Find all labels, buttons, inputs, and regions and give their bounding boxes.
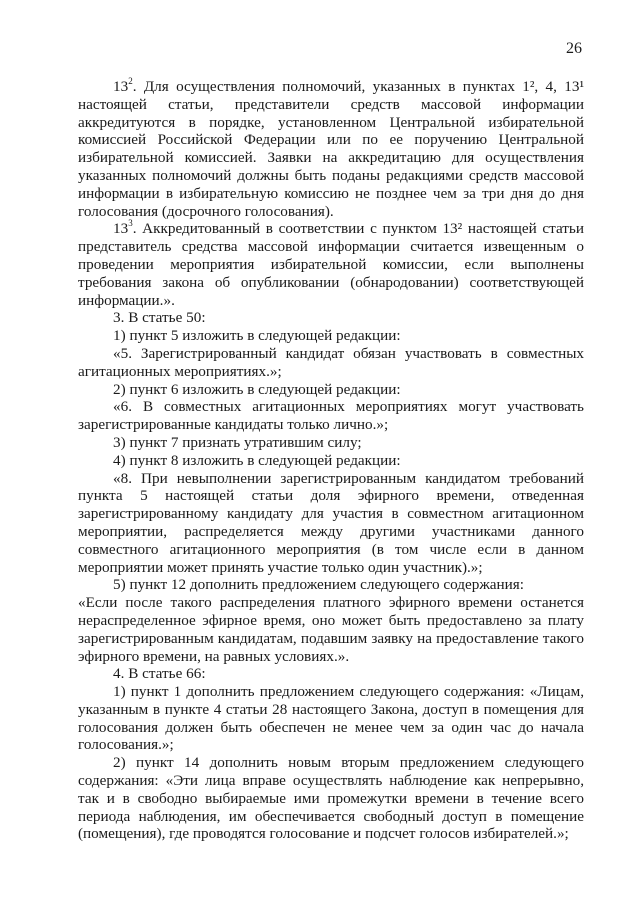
paragraph: 5) пункт 12 дополнить предложением следующего содержания: [113, 576, 525, 594]
paragraph: «5. Зарегистрированный кандидат обязан участвовать в совместных агитационных мероприятиях.»; [78, 344, 584, 380]
paragraph: $13^2$. Для осуществления полномочий, указанных в пунктах 1², 4, 13¹ настоящей статьи, представители средств массовой информации аккредитуются в порядке, установленном Центральной избирательной комиссией Российской Федерации или по ее поручению Центральной избирательной комиссией. Заявки на аккредитацию для осуществления указанных полномочий должны быть поданы редакциями средств массовой информации в избирательную комиссию не позднее чем за три дня до дня голосования (досрочного голосования). [78, 75, 584, 220]
paragraph: «8. При невыполнении зарегистрированным кандидатом требований пункта 5 настоящей статьи доля эфирного времени, отведенная зарегистрированному кандидату для участия в совместном агитационном мероприятии, распределяется между другими участниками данного совместного агитационного мероприятия (в том числе если в данном мероприятии может принять участие только один участник).»; [78, 469, 584, 576]
paragraph: 4. В статье 66: [113, 665, 206, 683]
paragraph: 2) пункт 6 изложить в следующей редакции: [113, 380, 401, 398]
paragraph: 3. В статье 50: [113, 309, 206, 327]
paragraph: 1) пункт 5 изложить в следующей редакции: [113, 327, 401, 345]
paragraph: 3) пункт 7 признать утратившим силу; [113, 433, 362, 451]
paragraph: 4) пункт 8 изложить в следующей редакции: [113, 451, 401, 469]
paragraph: 2) пункт 14 дополнить новым вторым предложением следующего содержания: «Эти лица вправе осуществлять наблюдение как непрерывно, так и в свободно выбираемые ими промежутки времени в течение всего периода наблюдения, им обеспечивается свободный доступ в помещение (помещения), где проводятся голосование и подсчет голосов избирателей.»; [78, 754, 584, 843]
document-body [78, 75, 584, 843]
paragraph: «6. В совместных агитационных мероприятиях могут участвовать зарегистрированные кандидаты только лично.»; [78, 398, 584, 434]
paragraph: 1) пункт 1 дополнить предложением следующего содержания: «Лицам, указанным в пункте 4 статьи 28 настоящего Закона, доступ в помещения для голосования должен быть обеспечен не менее чем за один час до начала голосования.»; [78, 683, 584, 754]
paragraph: $13^3$. Аккредитованный в соответствии с пунктом 13² настоящей статьи представитель средства массовой информации считается извещенным о проведении мероприятия избирательной комиссии, если выполнены требования закона об опубликовании (обнародовании) соответствующей информации.». [78, 218, 584, 309]
paragraph: «Если после такого распределения платного эфирного времени останется нераспределенное эфирное время, оно может быть предоставлено за плату зарегистрированным кандидатам, подавшим заявку на предоставление такого эфирного времени, на равных условиях.». [78, 594, 584, 665]
page-number: 26 [566, 40, 582, 57]
